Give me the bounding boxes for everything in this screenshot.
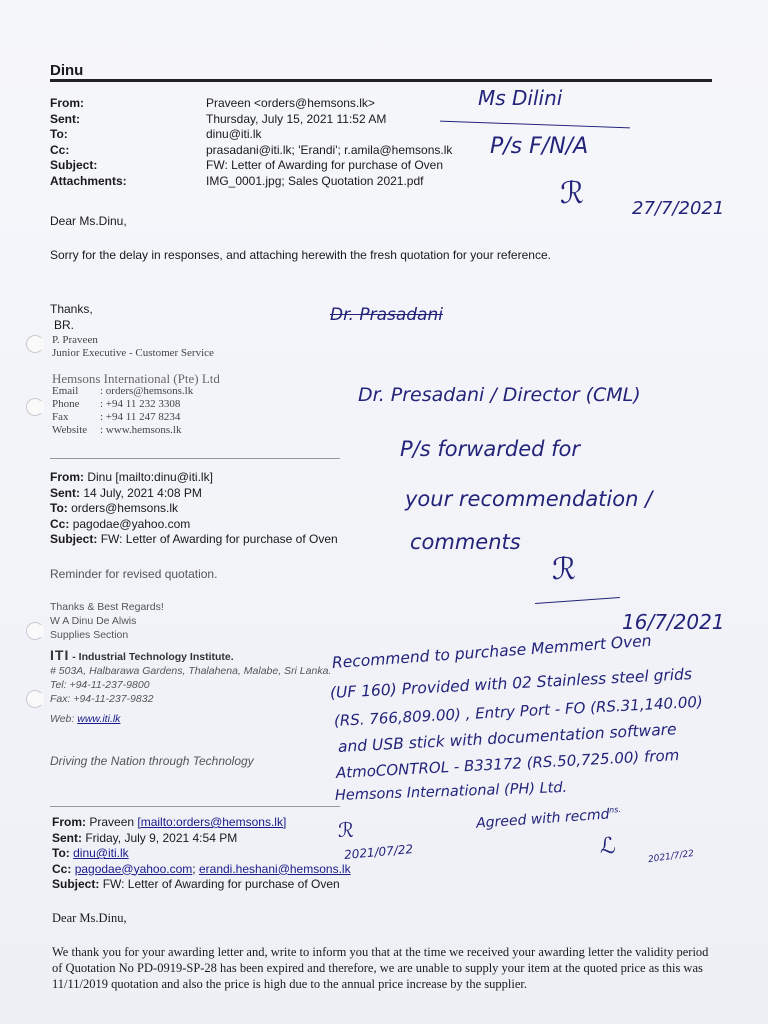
punch-hole [26,398,44,416]
header-rule [50,79,712,82]
signature-scribble: ℒ [600,834,616,859]
signature-hemsons [52,334,220,437]
handwritten-sign-date: 2021/7/22 [647,848,695,866]
sig-name: P. Praveen [52,334,98,346]
handwritten-date-top: 27/7/2021 [632,198,725,219]
sig-fax-row: Fax : +94 11 247 8234 [52,411,181,423]
mailbox-owner: Dinu [50,62,84,79]
br: BR. [54,318,75,332]
handwritten-ms-dilini: Ms Dilini [478,86,563,110]
iti-web-link[interactable]: www.iti.lk [77,713,121,725]
divider [50,458,340,459]
agreed-note: Agreed with recmd$^{ns.}$ [475,804,622,832]
divider [50,806,340,807]
mailto-link[interactable]: [mailto:orders@hemsons.lk] [137,815,287,829]
regards: Thanks & Best Regards! [50,601,164,613]
cc-link-1[interactable]: pagodae@yahoo.com [74,861,193,876]
note-line-3: your recommendation / [405,487,653,511]
thanks: Thanks, [50,302,93,316]
subject-value: FW: Letter of Awarding for purchase of Oven [206,158,444,172]
handwritten-date-stamp: 2021/07/22 [343,842,414,862]
cc-label: Cc: [50,142,70,157]
to-value: dinu@iti.lk [206,127,262,141]
cc-link-2[interactable]: erandi.heshani@hemsons.lk [198,861,351,876]
attachments-value: IMG_0001.jpg; Sales Quotation 2021.pdf [206,173,424,188]
note-line-1: Dr. Presadani / Director (CML) [358,384,641,406]
sig-company: Hemsons International (Pte) Ltd [52,371,220,386]
sig2-section: Supplies Section [50,629,129,641]
handwritten-date-mid: 16/7/2021 [622,610,725,634]
iti-logo: ITI [50,647,70,663]
note-line-4: comments [410,530,521,554]
punch-hole [26,622,44,640]
from-label: From: [50,96,84,110]
greeting: Dear Ms.Dinu, [50,214,127,228]
forward-header-1: From: Dinu [mailto:dinu@iti.lk] Sent: 14 July, 2021 4:08 PM To: orders@hemsons.lk Cc: pagodae@yahoo.com Subject: FW: Letter of Awarding for purchase of Oven [50,470,338,546]
letter-greeting: Dear Ms.Dinu, [52,911,127,925]
ink-stroke [535,597,620,604]
subject-label: Subject: [50,158,98,172]
from-value: Praveen <orders@hemsons.lk> [206,96,375,110]
message-body: Sorry for the delay in responses, and attaching herewith the fresh quotation for your reference. [50,248,551,262]
sent-value: Thursday, July 15, 2021 11:52 AM [206,111,387,126]
sig-website-row: Website : www.hemsons.lk [52,424,182,436]
sig-phone-row: Phone : +94 11 232 3308 [52,398,181,410]
signature-iti: Thanks & Best Regards! W A Dinu De Alwis Supplies Section ITI - Industrial Technology Institute. # 503A, Halbarawa Gardens, Thalahena, Malabe, Sri Lanka. Tel: +94-11-237-9800 Fax: +94-11-237-9832 Web: www.iti.lk [50,601,332,725]
ink-underline [440,121,630,129]
initial-scribble-mid: ℛ [552,552,576,587]
to-label: To: [50,127,68,141]
initial-scribble-bottom: ℛ [338,818,354,842]
attachments-label: Attachments: [50,173,127,188]
slogan: Driving the Nation through Technology [50,754,254,768]
handwritten-ps-fna: P/s F/N/A [490,134,589,159]
initial-scribble-top: ℛ [560,176,584,211]
header-labels [50,96,127,189]
to-link[interactable]: dinu@iti.lk [73,846,129,860]
cc-value: prasadani@iti.lk; 'Erandi'; r.amila@hemsons.lk [206,142,453,157]
sig-title: Junior Executive - Customer Service [52,347,214,359]
struck-name: Dr. Prasadani [330,305,443,325]
sig2-name: W A Dinu De Alwis [50,615,137,627]
note-line-2: P/s forwarded for [400,437,581,461]
punch-hole [26,690,44,708]
reminder-text: Reminder for revised quotation. [50,567,218,581]
sig-email-row: Email : orders@hemsons.lk [52,385,194,397]
scanned-page: Dinu From: Sent: To: Cc: Subject: Attachments: Praveen <orders@hemsons.lk> Thursday, July 15, 2021 11:52 AM dinu@iti.lk prasadani@iti.lk; 'Erandi'; r.amila@hemsons.lk FW: Letter of Awarding for purchase of Oven IMG_0001.jpg; Sales Quotation 2021.pdf Dear Ms.Dinu, Sorry for the delay in responses, and attaching herewith the fresh quotation for your reference. Thanks, BR. P. Praveen Junior Executive - Customer Service Hemsons International (Pte) Ltd Email : orders@hemsons.lk Phone : +94 11 232 3308 Fax : +94 11 247 8234 Website : www.hemsons.lk From: Dinu [mailto:dinu@iti.lk] Sent: 14 July, 2021 4:08 PM To: orders@hemsons.lk Cc: pagodae@yahoo.com Subject: FW: Letter of Awarding for purchase of Oven Reminder for revised quotation. Thanks & Best Regards! W A Dinu De Alwis Supplies Section ITI - Industrial Technology Institute. # 503A, Halbarawa Gardens, Thalahena, Malabe, Sri Lanka. Tel: +94-11-237-9800 Fax: +94-11-237-9832 Web: www.iti.lk Driving the Nation through Technology From: Praveen [mailto:orders@hemsons.lk] Sent: Friday, July 9, 2021 4:54 PM To: dinu@iti.lk Cc: pagodae@yahoo.com; erandi.heshani@hemsons.lk Subject: FW: Letter of Awarding for purchase of Oven Dear Ms.Dinu, We thank you for your awarding letter and, write to inform you that at the time we received your awarding letter the validity period of Quotation No PD-0919-SP-28 has been expired and therefore, we are unable to supply your item at the quoted price as this was 11/11/2019 quotation and also the price is high due to the annual price increase by the supplier. Ms Dilini P/s F/N/A ℛ 27/7/2021 Dr. Prasadani Dr. Presadani / Director (CML) P/s forwarded for your recommendation / comments ℛ 16/7/2021 Recommend to purchase Memmert Oven (UF 160) Provided with 02 Stainless steel grids (RS. 766,809.00) , Entry Port - FO (RS.31,140.00) and USB stick with documentation software AtmoCONTROL - B33172 (RS.50,725.00) from Hemsons International (PH) Ltd. ℛ 2021/07/22 Agreed with recmd$^{ns.}$ ℒ 2021/7/22 [0,0,768,1024]
punch-hole [26,335,44,353]
header-values [206,96,452,189]
forward-header-2: From: Praveen [mailto:orders@hemsons.lk] Sent: Friday, July 9, 2021 4:54 PM To: dinu@iti.lk Cc: pagodae@yahoo.com; erandi.heshani@hemsons.lk Subject: FW: Letter of Awarding for purchase of Oven [52,815,351,891]
sent-label: Sent: [50,111,80,126]
letter-body: We thank you for your awarding letter and, write to inform you that at the time we received your awarding letter the validity period of Quotation No PD-0919-SP-28 has been expired and therefore, we are unable to supply your item at the quoted price as this was 11/11/2019 quotation and also the price is high due to the annual price increase by the supplier. [52,945,709,991]
